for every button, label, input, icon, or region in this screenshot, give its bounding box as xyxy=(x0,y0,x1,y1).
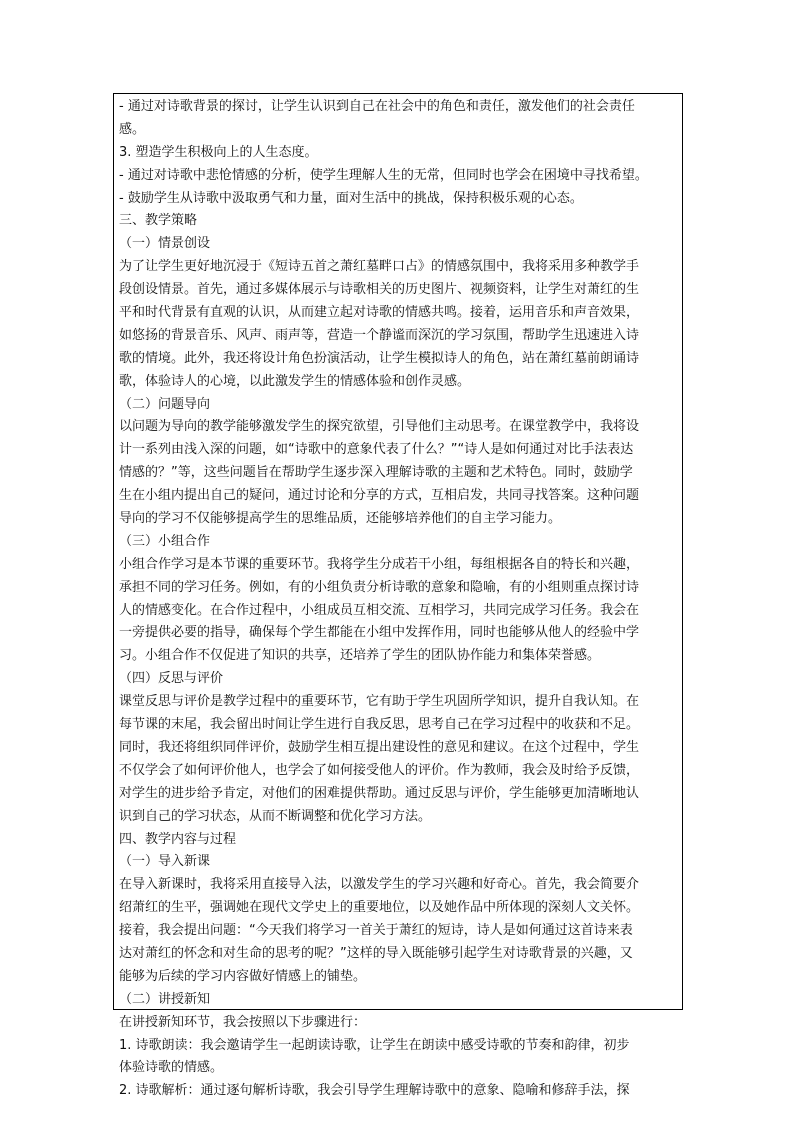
subsection-heading: （一）导入新课 xyxy=(119,854,211,870)
subsection-heading: （一）情景创设 xyxy=(119,236,211,252)
text-line: 绍萧红的生平，强调她在现代文学史上的重要地位，以及她作品中所体现的深刻人文关怀。 xyxy=(119,900,640,916)
text-line: 承担不同的学习任务。例如，有的小组负责分析诗歌的意象和隐喻，有的小组则重点探讨诗 xyxy=(119,579,640,595)
text-line: 不仅学会了如何评价他人，也学会了如何接受他人的评价。作为教师，我会及时给予反馈， xyxy=(119,762,640,778)
text-line: 对学生的进步给予肯定，对他们的困难提供帮助。通过反思与评价，学生能够更加清晰地认 xyxy=(119,785,640,801)
text-line: 3. 塑造学生积极向上的人生态度。 xyxy=(119,144,318,160)
text-line: 每节课的末尾，我会留出时间让学生进行自我反思，思考自己在学习过程中的收获和不足。 xyxy=(119,717,640,733)
text-line: 以问题为导向的教学能够激发学生的探究欲望，引导他们主动思考。在课堂教学中，我将设 xyxy=(119,419,640,435)
text-line: 在导入新课时，我将采用直接导入法，以激发学生的学习兴趣和好奇心。首先，我会简要介 xyxy=(119,877,640,893)
text-line: 生在小组内提出自己的疑问，通过讨论和分享的方式，互相启发，共同寻找答案。这种问题 xyxy=(119,488,640,504)
text-line: 能够为后续的学习内容做好情感上的铺垫。 xyxy=(119,968,367,984)
text-line: 2. 诗歌解析：通过逐句解析诗歌，我会引导学生理解诗歌中的意象、隐喻和修辞手法，探 xyxy=(119,1083,630,1099)
text-line: 导向的学习不仅能够提高学生的思维品质，还能够培养他们的自主学习能力。 xyxy=(119,511,562,527)
text-line: 歌，体验诗人的心境，以此激发学生的情感体验和创作灵感。 xyxy=(119,373,471,389)
text-line: 平和时代背景有直观的认识，从而建立起对诗歌的情感共鸣。接着，运用音乐和声音效果， xyxy=(119,305,640,321)
section-heading: 三、教学策略 xyxy=(119,213,198,229)
subsection-heading: （四）反思与评价 xyxy=(119,671,224,687)
text-line: 一旁提供必要的指导，确保每个学生都能在小组中发挥作用，同时也能够从他人的经验中学 xyxy=(119,625,640,641)
text-line: 习。小组合作不仅促进了知识的共享，还培养了学生的团队协作能力和集体荣誉感。 xyxy=(119,648,601,664)
text-line: 人的情感变化。在合作过程中，小组成员互相交流、互相学习，共同完成学习任务。我会在 xyxy=(119,602,640,618)
text-line: 歌的情境。此外，我还将设计角色扮演活动，让学生模拟诗人的角色，站在萧红墓前朗诵诗 xyxy=(119,350,640,366)
text-line: 达对萧红的怀念和对生命的思考的呢？”这样的导入既能够引起学生对诗歌背景的兴趣，又 xyxy=(119,945,633,961)
text-line: - 通过对诗歌中悲怆情感的分析，使学生理解人生的无常，但同时也学会在困境中寻找希望。 xyxy=(119,167,648,183)
subsection-heading: （二）讲授新知 xyxy=(119,991,211,1007)
text-line: - 鼓励学生从诗歌中汲取勇气和力量，面对生活中的挑战，保持积极乐观的心态。 xyxy=(119,190,583,206)
text-line: 小组合作学习是本节课的重要环节。我将学生分成若干小组，每组根据各自的特长和兴趣， xyxy=(119,556,640,572)
text-line: 情感的？”等，这些问题旨在帮助学生逐步深入理解诗歌的主题和艺术特色。同时，鼓励学 xyxy=(119,465,633,481)
section-heading: 四、教学内容与过程 xyxy=(119,831,237,847)
subsection-heading: （三）小组合作 xyxy=(119,533,211,549)
text-line: 识到自己的学习状态，从而不断调整和优化学习方法。 xyxy=(119,808,432,824)
text-line: 1. 诗歌朗读：我会邀请学生一起朗读诗歌，让学生在朗读中感受诗歌的节奏和韵律，初步 xyxy=(119,1037,630,1053)
document-text-frame xyxy=(113,93,683,1099)
text-line: 计一系列由浅入深的问题，如“诗歌中的意象代表了什么？”“诗人是如何通过对比手法表达 xyxy=(119,442,634,458)
text-line: 接着，我会提出问题：“今天我们将学习一首关于萧红的短诗，诗人是如何通过这首诗来表 xyxy=(119,923,633,939)
subsection-heading: （二）问题导向 xyxy=(119,396,211,412)
text-line: 段创设情景。首先，通过多媒体展示与诗歌相关的历史图片、视频资料，让学生对萧红的生 xyxy=(119,282,640,298)
text-line: 课堂反思与评价是教学过程中的重要环节，它有助于学生巩固所学知识，提升自我认知。在 xyxy=(119,694,640,710)
text-line: - 通过对诗歌背景的探讨，让学生认识到自己在社会中的角色和责任，激发他们的社会责任 xyxy=(119,99,635,114)
text-line: 在讲授新知环节，我会按照以下步骤进行： xyxy=(119,1014,367,1030)
text-line: 体验诗歌的情感。 xyxy=(119,1060,224,1076)
text-line: 同时，我还将组织同伴评价，鼓励学生相互提出建设性的意见和建议。在这个过程中，学生 xyxy=(119,739,640,755)
text-line: 如悠扬的背景音乐、风声、雨声等，营造一个静谧而深沉的学习氛围，帮助学生迅速进入诗 xyxy=(119,327,640,343)
text-line: 为了让学生更好地沉浸于《短诗五首之萧红墓畔口占》的情感氛围中，我将采用多种教学手 xyxy=(119,259,640,275)
text-line: 感。 xyxy=(119,121,146,137)
